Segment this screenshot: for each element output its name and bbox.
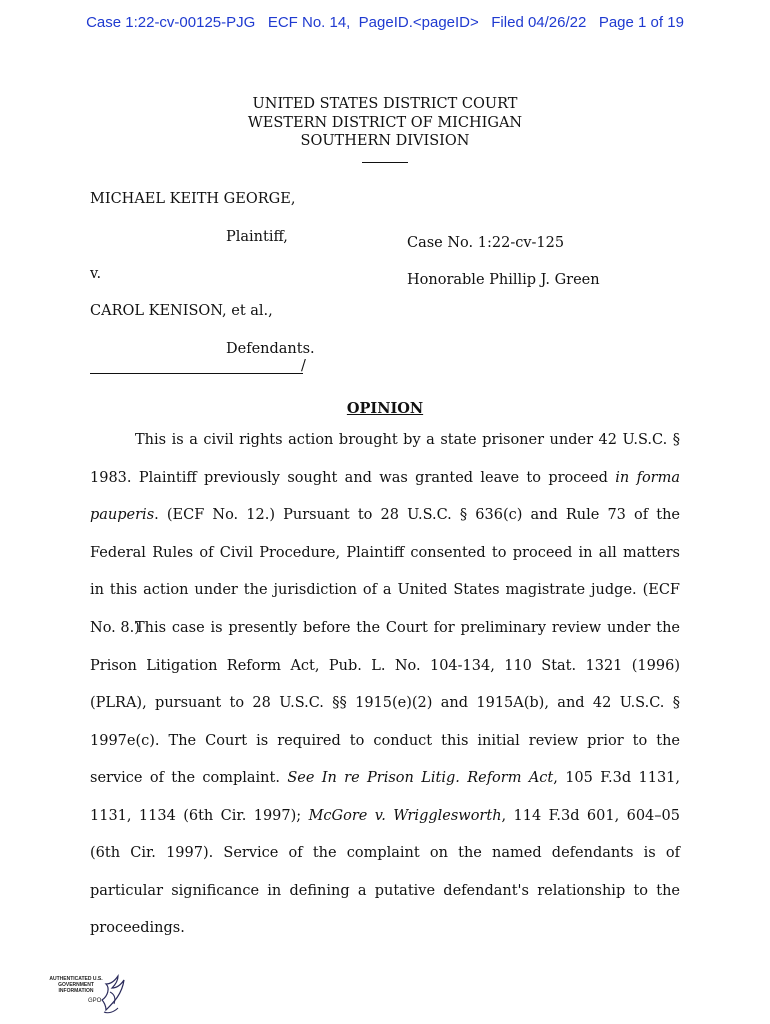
caption-underline <box>90 373 303 374</box>
paragraph-1-text-a: This is a civil rights action brought by a state prisoner under 42 U.S.C. § 1983. Plaintiff previously sought and was granted leave to proceed <box>90 432 680 486</box>
versus: v. <box>90 266 102 282</box>
defendant-name: CAROL KENISON, et al., <box>90 303 273 319</box>
paragraph-2-text-a: This case is presently before the Court for preliminary review under the Prison Litigation Reform Act, Pub. L. No. 104-134, 110 Stat. 1321 (1996) (PLRA), pursuant to 28 U.S.C. §§ 1915(e)(2) and 1915A(b), and 42 U.S.C. § 1997e(c). The Court is required to conduct this initial review prior to the service of the complaint. <box>90 620 680 786</box>
gpo-eagle-icon <box>44 972 128 1018</box>
judge-name: Honorable Phillip J. Green <box>407 272 600 288</box>
ecf-header: Case 1:22-cv-00125-PJG ECF No. 14, PageID.<pageID> Filed 04/26/22 Page 1 of 19 <box>86 14 684 31</box>
court-heading-rule <box>362 162 408 163</box>
plaintiff-label: Plaintiff, <box>226 229 288 245</box>
paragraph-1-text-b: . (ECF No. 12.) Pursuant to 28 U.S.C. § 636(c) and Rule 73 of the Federal Rules of Civil Procedure, Plaintiff consented to proceed in all matters in this action under the jurisdiction of a United States magistrate judge. (ECF No. 8.) <box>90 507 680 636</box>
paragraph-2-italic-a: See In re Prison Litig. Reform Act <box>287 770 554 786</box>
court-heading <box>0 95 770 163</box>
gpo-seal-text: AUTHENTICATED U.S. GOVERNMENT INFORMATION <box>49 976 103 994</box>
paragraph-2-text-c: , 114 F.3d 601, 604–05 (6th Cir. 1997). Service of the complaint on the named defendants is of particular significance in defining a putative defendant's relationship to the proceedings. <box>90 807 680 936</box>
paragraph-2 <box>90 610 680 948</box>
gpo-authentication-seal <box>44 972 128 1018</box>
court-district: WESTERN DISTRICT OF MICHIGAN <box>247 114 523 131</box>
plaintiff-name: MICHAEL KEITH GEORGE, <box>90 191 296 207</box>
paragraph-2-text-b: , 105 F.3d 1131, 1131, 1134 (6th Cir. 1997); <box>90 770 681 824</box>
caption-slash: / <box>301 358 306 374</box>
case-number: Case No. 1:22-cv-125 <box>407 235 565 251</box>
court-name: UNITED STATES DISTRICT COURT <box>252 96 518 112</box>
defendant-label: Defendants. <box>226 341 315 357</box>
court-division: SOUTHERN DIVISION <box>300 133 470 149</box>
opinion-heading: OPINION <box>346 400 424 417</box>
paragraph-2-italic-b: McGore v. Wrigglesworth <box>308 807 502 824</box>
paragraph-1-italic: in forma pauperis <box>90 469 680 523</box>
gpo-seal-label: GPO <box>88 998 102 1004</box>
